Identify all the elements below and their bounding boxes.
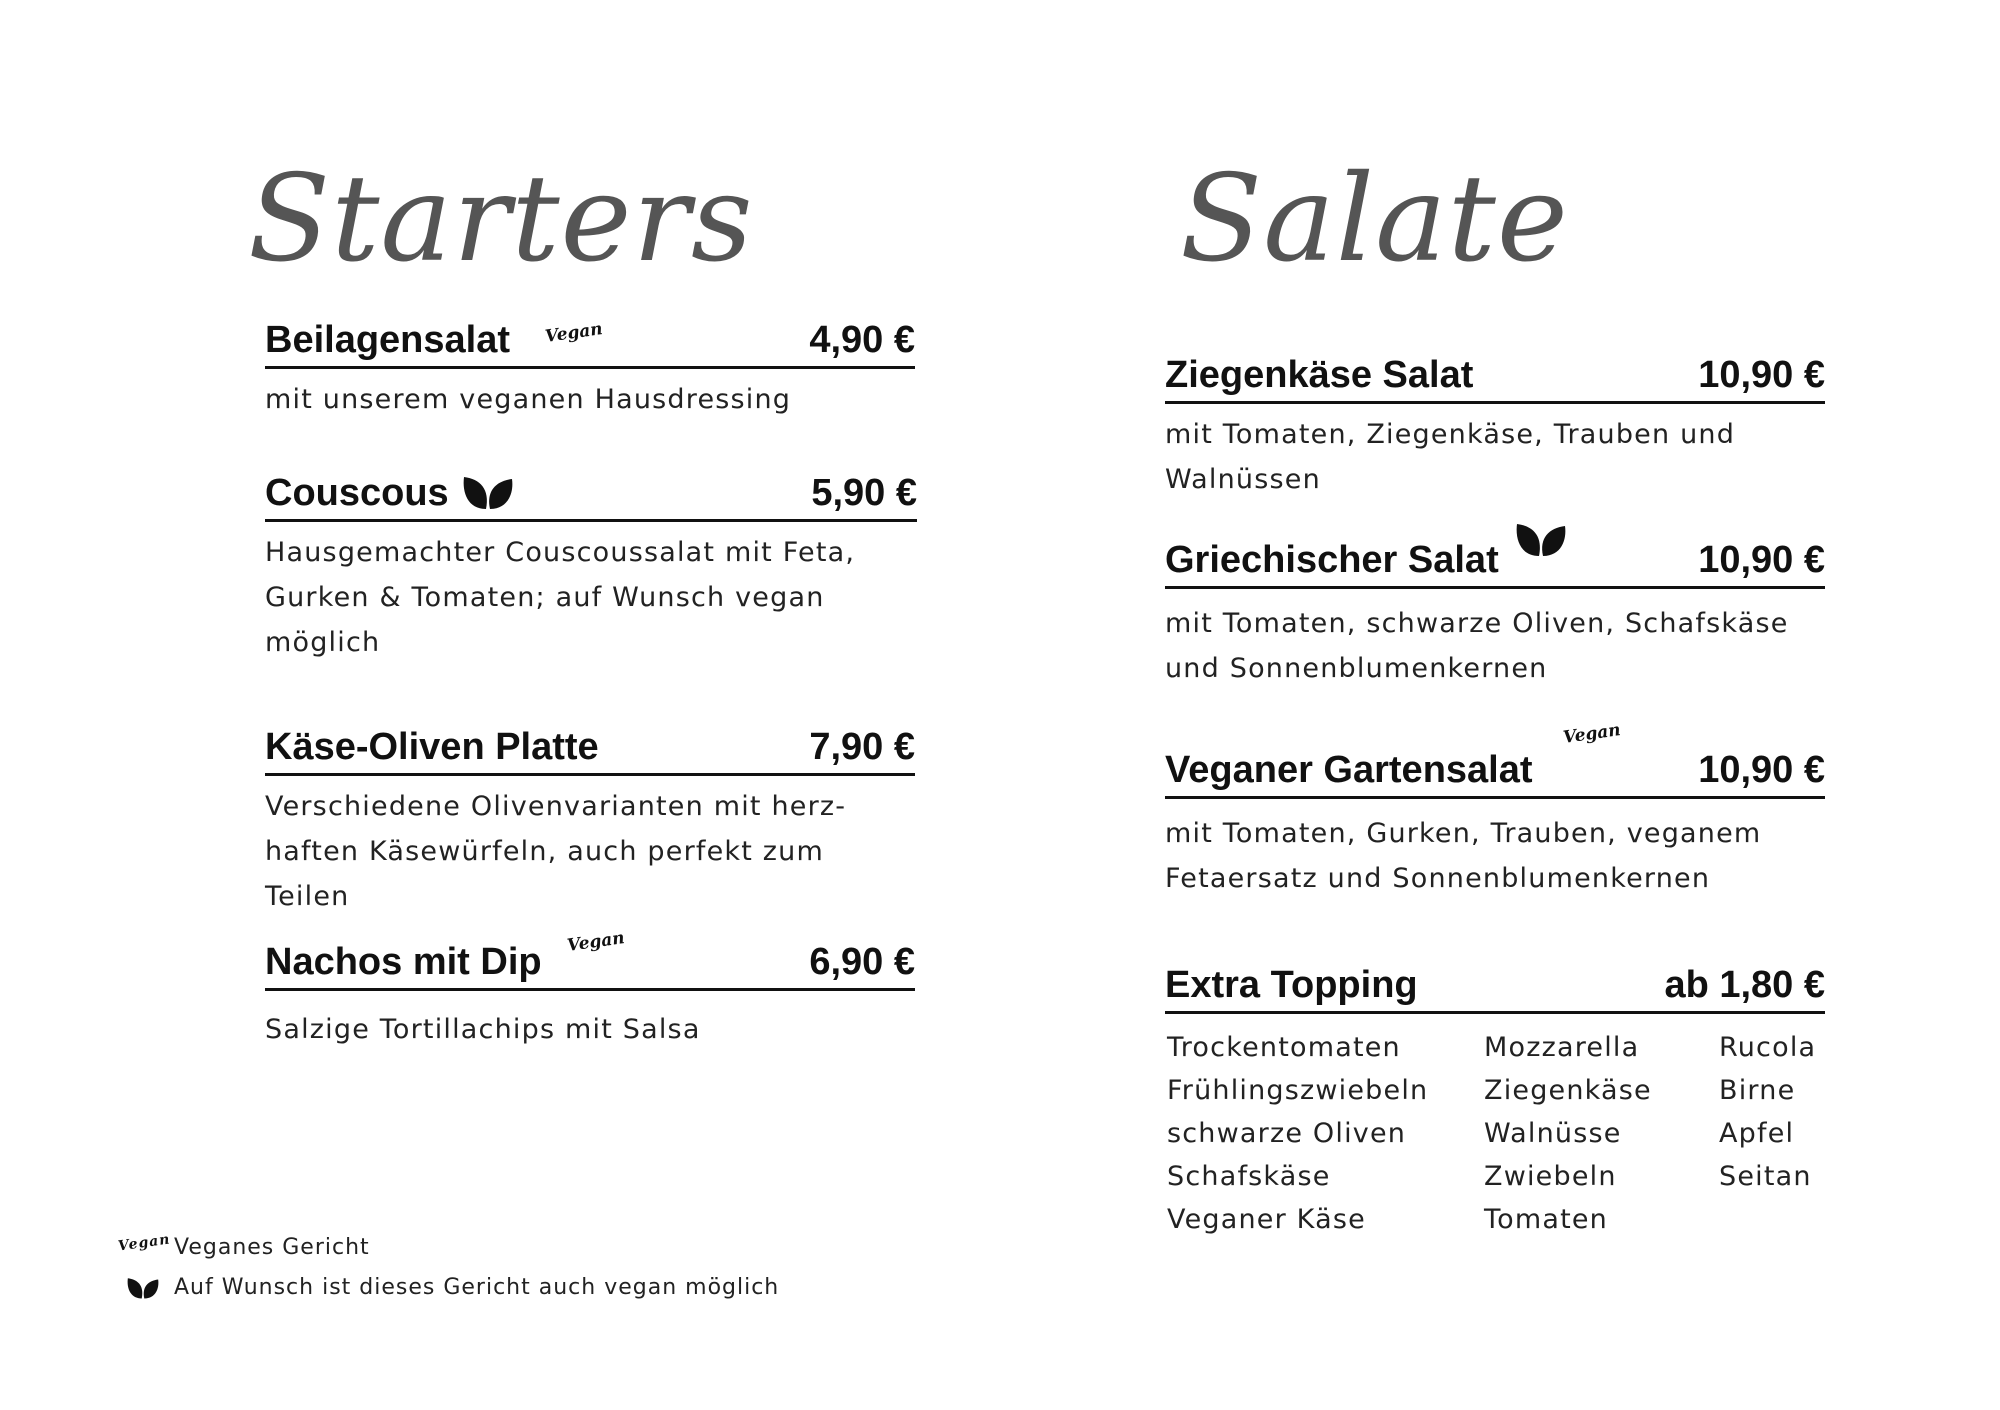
item-price: 6,90 € [809,941,915,983]
item-name: Couscous [265,472,449,514]
item-name: Ziegenkäse Salat [1165,354,1474,396]
item-description: Hausgemachter Couscoussalat mit Feta, Gurken & Tomaten; auf Wunsch vegan möglich [265,537,856,658]
toppings-column-2 [1484,1026,1652,1241]
toppings-column-1 [1167,1026,1428,1241]
topping-item: schwarze Oliven [1167,1118,1407,1149]
item-price: 10,90 € [1698,354,1825,396]
topping-item: Apfel [1719,1118,1795,1149]
item-header [265,463,917,522]
menu-item-couscous [265,463,917,665]
item-name: Käse-Oliven Platte [265,726,599,768]
leaf-icon [126,1277,160,1301]
topping-item: Zwiebeln [1484,1161,1617,1192]
item-description: mit Tomaten, Gurken, Trauben, veganem Fetaersatz und Sonnenblumenkernen [1165,818,1762,894]
item-name: Beilagensalat [265,319,510,361]
topping-item: Tomaten [1484,1204,1608,1235]
item-price: 7,90 € [809,726,915,768]
legend-leaf-label: Auf Wunsch ist dieses Gericht auch vegan möglich [174,1275,780,1300]
vegan-badge-icon: Vegan [1561,720,1622,748]
leaf-icon [462,475,514,513]
topping-item: Frühlingszwiebeln [1167,1075,1429,1106]
item-name: Extra Topping [1165,964,1418,1006]
vegan-badge-icon: Vegan [543,319,604,347]
legend-vegan-label: Veganes Gericht [174,1235,370,1260]
item-header [1165,345,1825,404]
item-header [1165,740,1825,799]
menu-item-kaese-oliven-platte [265,717,915,919]
vegan-badge-icon: Vegan [117,1231,172,1255]
item-name: Griechischer Salat [1165,539,1499,581]
item-header [1165,530,1825,589]
toppings-column-3 [1719,1026,1816,1198]
starters-title: Starters [248,150,754,289]
menu-item-griechischer-salat [1165,530,1825,691]
vegan-badge-icon: Vegan [565,928,626,956]
item-header [265,717,915,776]
topping-item: Veganer Käse [1167,1204,1366,1235]
item-price: 10,90 € [1698,539,1825,581]
leaf-icon [1515,522,1567,560]
item-description: mit Tomaten, Ziegenkäse, Trauben und Walnüssen [1165,419,1736,495]
item-description: Verschiedene Olivenvarianten mit herz- haften Käsewürfeln, auch perfekt zum Teilen [265,791,847,912]
topping-item: Mozzarella [1484,1032,1640,1063]
topping-item: Walnüsse [1484,1118,1622,1149]
item-price: 4,90 € [809,319,915,361]
item-description: mit unserem veganen Hausdressing [265,384,792,415]
menu-item-extra-topping [1165,955,1825,1014]
topping-item: Ziegenkäse [1484,1075,1652,1106]
item-name: Veganer Gartensalat [1165,749,1533,791]
topping-item: Seitan [1719,1161,1812,1192]
item-price: 5,90 € [811,472,917,514]
item-name: Nachos mit Dip [265,941,542,983]
item-header [1165,955,1825,1014]
menu-item-ziegenkaese-salat [1165,345,1825,502]
item-description: mit Tomaten, schwarze Oliven, Schafskäse und Sonnenblumenkernen [1165,608,1789,684]
item-description: Salzige Tortillachips mit Salsa [265,1014,701,1045]
item-price: ab 1,80 € [1664,964,1825,1006]
topping-item: Rucola [1719,1032,1817,1063]
topping-item: Schafskäse [1167,1161,1331,1192]
topping-item: Trockentomaten [1167,1032,1401,1063]
salate-title: Salate [1180,150,1569,289]
menu-item-veganer-gartensalat [1165,740,1825,901]
topping-item: Birne [1719,1075,1796,1106]
item-price: 10,90 € [1698,749,1825,791]
